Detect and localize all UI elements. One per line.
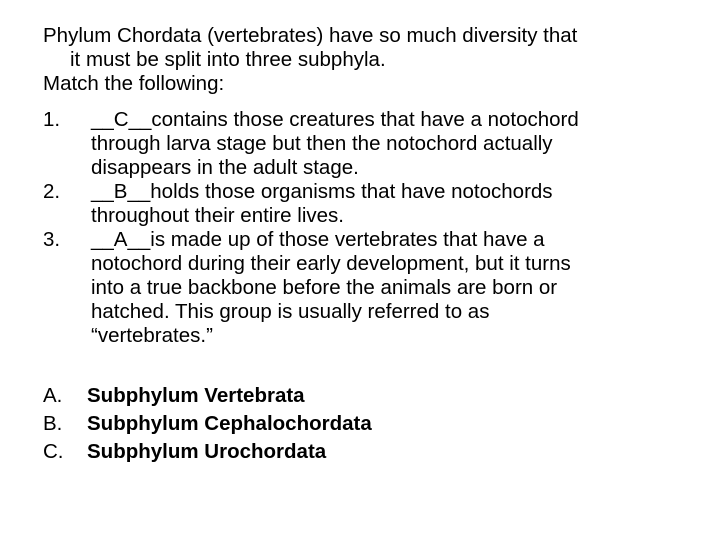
question-item bbox=[43, 108, 683, 180]
question-item bbox=[43, 180, 683, 228]
question-line: notochord during their early development, but it turns bbox=[91, 252, 571, 275]
answer-item bbox=[43, 410, 683, 438]
question-number: 2. bbox=[43, 180, 61, 203]
question-list bbox=[43, 108, 683, 348]
answer-letter: C. bbox=[43, 440, 64, 463]
question-text bbox=[91, 228, 683, 348]
intro-line: Phylum Chordata (vertebrates) have so much diversity that bbox=[43, 24, 578, 47]
answer-letter: A. bbox=[43, 384, 63, 407]
question-text bbox=[91, 108, 683, 180]
question-line: “vertebrates.” bbox=[91, 324, 213, 347]
instruction-line: Match the following: bbox=[43, 72, 225, 95]
question-line: into a true backbone before the animals are born or bbox=[91, 276, 558, 299]
intro-line: it must be split into three subphyla. bbox=[70, 48, 386, 71]
answer-list bbox=[43, 382, 683, 466]
answer-text: Subphylum Urochordata bbox=[87, 440, 327, 463]
question-line: __B__holds those organisms that have notochords bbox=[91, 180, 553, 203]
answer-letter: B. bbox=[43, 412, 63, 435]
answer-text: Subphylum Vertebrata bbox=[87, 384, 305, 407]
question-number: 1. bbox=[43, 108, 61, 131]
question-line: __A__is made up of those vertebrates that have a bbox=[91, 228, 545, 251]
question-line: __C__contains those creatures that have a notochord bbox=[91, 108, 579, 131]
intro-text bbox=[43, 24, 683, 96]
question-line: disappears in the adult stage. bbox=[91, 156, 359, 179]
question-item bbox=[43, 228, 683, 348]
question-line: through larva stage but then the notochord actually bbox=[91, 132, 553, 155]
answer-text: Subphylum Cephalochordata bbox=[87, 412, 372, 435]
answer-item bbox=[43, 382, 683, 410]
question-text bbox=[91, 180, 683, 228]
answer-item bbox=[43, 438, 683, 466]
question-number: 3. bbox=[43, 228, 61, 251]
question-line: hatched. This group is usually referred to as bbox=[91, 300, 490, 323]
question-line: throughout their entire lives. bbox=[91, 204, 344, 227]
